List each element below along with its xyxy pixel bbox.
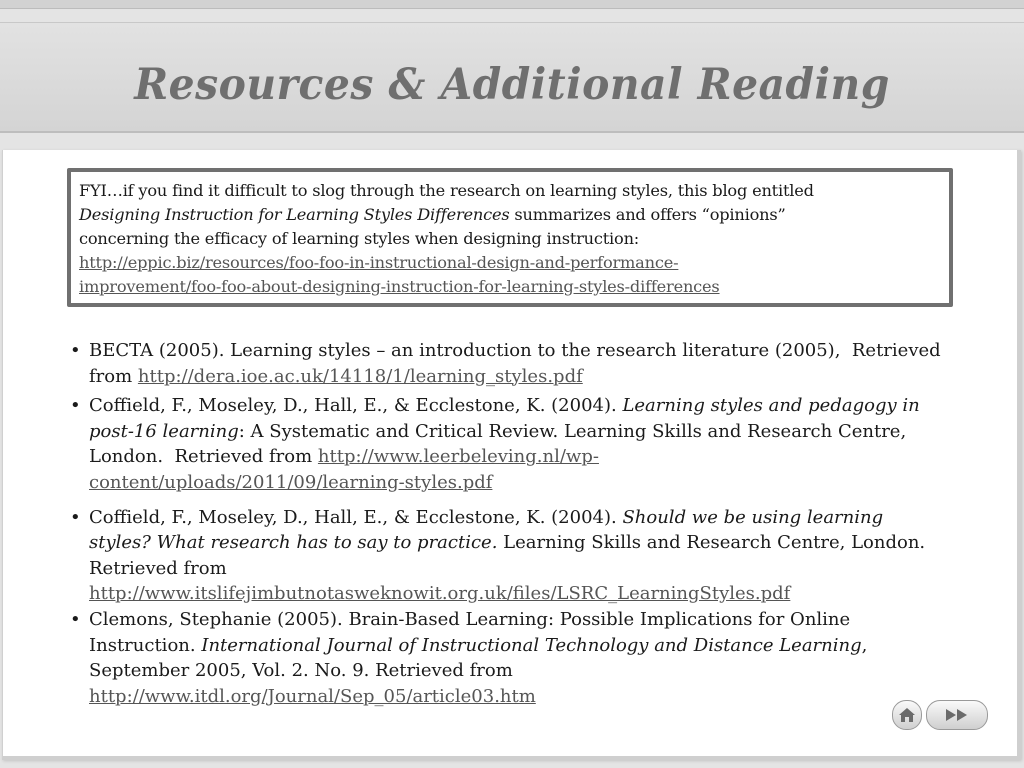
bullet: • bbox=[70, 395, 81, 417]
reference-line bbox=[89, 684, 1000, 710]
reference-line: styles? What research has to say to practice. Learning Skills and Research Centre, London. bbox=[89, 532, 926, 554]
reference-line: September 2005, Vol. 2. No. 9. Retrieved from bbox=[89, 660, 513, 682]
itslifejimbut-link[interactable]: http://www.itslifejimbutnotasweknowit.org.uk/files/LSRC_LearningStyles.pdf bbox=[89, 583, 791, 605]
reference-line: Retrieved from bbox=[89, 557, 227, 579]
reference-title: post-16 learning bbox=[89, 420, 239, 442]
next-button[interactable] bbox=[926, 700, 988, 730]
itdl-link[interactable]: http://www.itdl.org/Journal/Sep_05/article03.htm bbox=[89, 685, 536, 707]
becta-link[interactable]: http://dera.ioe.ac.uk/14118/1/learning_styles.pdf bbox=[137, 365, 583, 387]
reference-item-clemons-2005 bbox=[70, 607, 1000, 709]
reference-line bbox=[89, 581, 1000, 607]
reference-item-becta bbox=[70, 338, 1000, 389]
reference-line: Coffield, F., Moseley, D., Hall, E., & Ecclestone, K. (2004). Learning styles and pedagogy in bbox=[89, 395, 920, 417]
reference-line: Clemons, Stephanie (2005). Brain-Based Learning: Possible Implications for Online bbox=[89, 608, 851, 630]
reference-title: styles? What research has to say to practice. bbox=[89, 532, 498, 554]
reference-line bbox=[89, 470, 1000, 496]
reference-title: Should we be using learning bbox=[622, 506, 884, 528]
reference-line: BECTA (2005). Learning styles – an introduction to the research literature (2005), Retrieved bbox=[89, 340, 941, 361]
reference-line: post-16 learning: A Systematic and Critical Review. Learning Skills and Research Centre, bbox=[89, 420, 907, 442]
reference-title: International Journal of Instructional Technology and Distance Learning bbox=[201, 634, 862, 656]
callout-line-1: FYI…if you find it difficult to slog through the research on learning styles, this blog entitled bbox=[79, 181, 814, 200]
reference-title: Learning styles and pedagogy in bbox=[622, 395, 920, 417]
reference-line: London. Retrieved from http://www.leerbeleving.nl/wp- bbox=[89, 446, 599, 468]
bullet: • bbox=[70, 506, 81, 528]
top-strip bbox=[0, 0, 1024, 9]
fyi-callout-box bbox=[67, 168, 953, 307]
home-icon bbox=[898, 707, 916, 723]
bullet: • bbox=[70, 340, 81, 361]
callout-blog-title: Designing Instruction for Learning Styles Differences bbox=[79, 205, 510, 224]
callout-blog-link-part-1[interactable]: http://eppic.biz/resources/foo-foo-in-instructional-design-and-performance- bbox=[79, 253, 679, 272]
reference-item-coffield-2004-a bbox=[70, 393, 1000, 495]
reference-line: Coffield, F., Moseley, D., Hall, E., & Ecclestone, K. (2004). Should we be using learning bbox=[89, 506, 884, 528]
bullet: • bbox=[70, 608, 81, 630]
leerbeleving-link-part-1[interactable]: http://www.leerbeleving.nl/wp- bbox=[317, 446, 599, 468]
callout-line-2-rest: summarizes and offers “opinions” bbox=[509, 205, 786, 224]
fast-forward-icon bbox=[944, 708, 970, 722]
reference-line: Instruction. International Journal of Instructional Technology and Distance Learning, bbox=[89, 634, 868, 656]
reference-item-coffield-2004-b bbox=[70, 505, 1000, 607]
reference-line: from http://dera.ioe.ac.uk/14118/1/learning_styles.pdf bbox=[89, 365, 583, 387]
page-title: Resources & Additional Reading bbox=[134, 60, 890, 110]
leerbeleving-link-part-2[interactable]: content/uploads/2011/09/learning-styles.pdf bbox=[89, 471, 493, 493]
reference-list bbox=[70, 338, 1000, 709]
callout-blog-link-part-2[interactable]: improvement/foo-foo-about-designing-instruction-for-learning-styles-differences bbox=[79, 277, 720, 296]
home-button[interactable] bbox=[892, 700, 922, 730]
callout-line-3: concerning the efficacy of learning styles when designing instruction: bbox=[79, 229, 640, 248]
callout-line-2 bbox=[79, 203, 949, 227]
